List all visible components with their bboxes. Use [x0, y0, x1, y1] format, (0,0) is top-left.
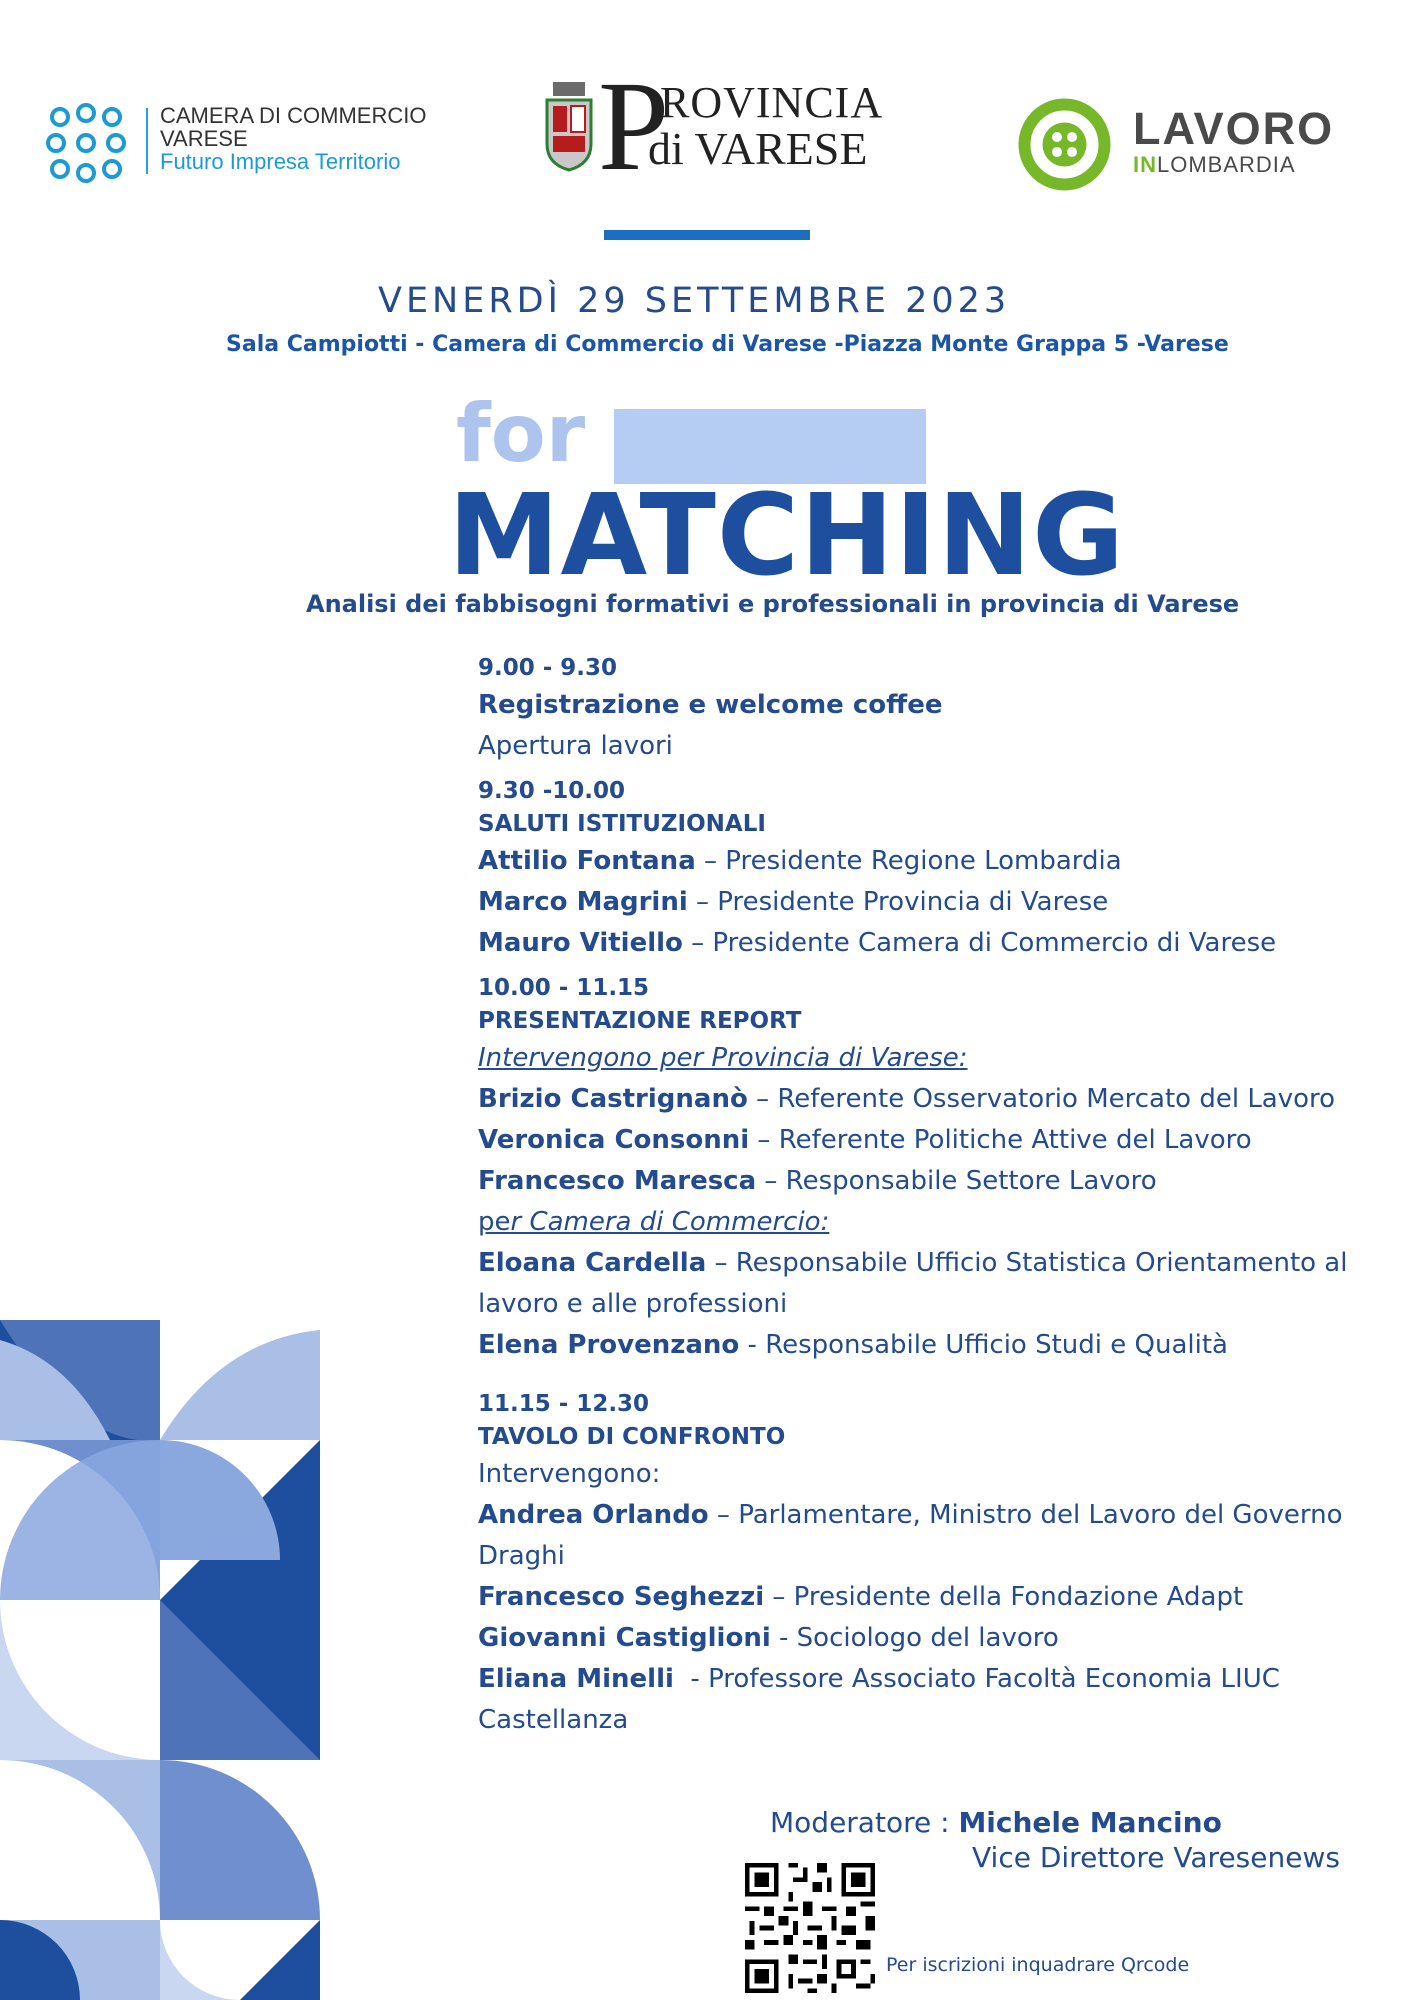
lavoro-logo-title: LAVORO [1133, 103, 1335, 154]
speaker-role: – Responsabile Settore Lavoro [756, 1166, 1157, 1196]
camera-commercio-logo [160, 104, 426, 173]
title-matching: MATCHING [448, 471, 1126, 601]
speaker-role: – Parlamentare, Ministro del Lavoro del Governo [708, 1500, 1343, 1530]
speaker-role: – Presidente della Fondazione Adapt [764, 1582, 1244, 1612]
event-date: VENERDÌ 29 SETTEMBRE 2023 [378, 281, 1011, 321]
speaker [478, 1161, 1378, 1202]
speaker-name: Marco Magrini [478, 887, 688, 917]
speaker-name: Brizio Castrignanò [478, 1084, 748, 1114]
camera-logo-line2: VARESE [160, 126, 248, 151]
moderator-label: Moderatore : [770, 1806, 959, 1839]
speaker-name: Veronica Consonni [478, 1125, 750, 1155]
camera-logo-line1: CAMERA DI COMMERCIO [160, 103, 427, 128]
lavoro-logo-subtitle [1133, 153, 1296, 177]
speaker-name: Elena Provenzano [478, 1330, 740, 1360]
lavoro-logo-in: IN [1133, 152, 1157, 177]
speaker-name: Giovanni Castiglioni [478, 1623, 771, 1653]
session-time: 10.00 - 11.15 [478, 975, 650, 1001]
speaker [478, 841, 1378, 882]
speaker-name: Francesco Seghezzi [478, 1582, 765, 1612]
speaker [478, 1495, 1378, 1536]
speaker-name: Eliana Minelli [478, 1664, 674, 1694]
provincia-logo-line1: ROVINCIA [660, 78, 884, 127]
speaker [478, 1618, 1378, 1659]
lavoro-lombardia-icon [1018, 98, 1111, 191]
camera-logo-divider [146, 108, 148, 174]
intro-suffix: r Camera di Commercio: [510, 1207, 830, 1237]
camera-logo-line3: Futuro Impresa Territorio [160, 149, 401, 174]
moderator-role: Vice Direttore Varesenews [972, 1841, 1340, 1874]
session-title: TAVOLO DI CONFRONTO [478, 1424, 786, 1450]
session-title: PRESENTAZIONE REPORT [478, 1008, 802, 1034]
program [478, 652, 1378, 1741]
provincia-crest-icon [543, 82, 595, 172]
lavoro-logo-region: LOMBARDIA [1157, 152, 1296, 177]
session-time: 9.30 -10.00 [478, 778, 626, 804]
speaker-role: – Referente Osservatorio Mercato del Lavoro [747, 1084, 1336, 1114]
speaker-name: Mauro Vitiello [478, 928, 683, 958]
speaker-role: – Referente Politiche Attive del Lavoro [749, 1125, 1252, 1155]
moderator-name: Michele Mancino [958, 1806, 1222, 1839]
session-note: Apertura lavori [478, 731, 673, 761]
speaker-role-continued: Castellanza [478, 1705, 629, 1735]
title-for: for [456, 387, 586, 480]
qr-caption: Per iscrizioni inquadrare Qrcode [886, 1954, 1190, 1976]
speaker [478, 923, 1378, 964]
speaker-name: Attilio Fontana [478, 846, 696, 876]
speaker-group-intro: Intervengono per Provincia di Varese: [478, 1043, 968, 1073]
speaker [478, 1325, 1378, 1366]
speaker-role: – Presidente Regione Lombardia [695, 846, 1122, 876]
session-title: SALUTI ISTITUZIONALI [478, 811, 766, 837]
speaker [478, 882, 1378, 923]
session-title: Registrazione e welcome coffee [478, 690, 943, 720]
provincia-logo-initial: P [598, 55, 670, 197]
speaker [478, 1577, 1378, 1618]
event-venue: Sala Campiotti - Camera di Commercio di Varese -Piazza Monte Grappa 5 -Varese [226, 332, 1229, 357]
speaker-role: – Responsabile Ufficio Statistica Orientamento al [706, 1248, 1348, 1278]
speaker-role: - Sociologo del lavoro [770, 1623, 1059, 1653]
session-time: 11.15 - 12.30 [478, 1391, 650, 1417]
speaker [478, 1120, 1378, 1161]
speaker-group-intro: Intervengono: [478, 1459, 661, 1489]
speaker [478, 1079, 1378, 1120]
speaker [478, 1659, 1378, 1700]
session-time: 9.00 - 9.30 [478, 655, 618, 681]
speaker-group-intro [478, 1202, 1378, 1243]
speaker-role: – Presidente Camera di Commercio di Varese [682, 928, 1277, 958]
intro-prefix: pe [478, 1207, 511, 1237]
event-subtitle: Analisi dei fabbisogni formativi e professionali in provincia di Varese [306, 590, 1240, 618]
provincia-logo-line2: di VARESE [648, 123, 868, 174]
geometric-mosaic-icon [0, 1320, 320, 2000]
speaker-name: Andrea Orlando [478, 1500, 709, 1530]
speaker-role: - Professore Associato Facoltà Economia LIUC [673, 1664, 1280, 1694]
qr-code-icon[interactable] [740, 1858, 880, 1998]
accent-bar [604, 230, 810, 240]
camera-commercio-icon [46, 103, 126, 183]
speaker-role: - Responsabile Ufficio Studi e Qualità [739, 1330, 1228, 1360]
speaker-name: Francesco Maresca [478, 1166, 757, 1196]
speaker-name: Eloana Cardella [478, 1248, 707, 1278]
speaker-role-continued: Draghi [478, 1541, 565, 1571]
speaker [478, 1243, 1378, 1284]
speaker-role: – Presidente Provincia di Varese [687, 887, 1109, 917]
speaker-role-continued: lavoro e alle professioni [478, 1289, 788, 1319]
moderator [770, 1805, 1222, 1841]
